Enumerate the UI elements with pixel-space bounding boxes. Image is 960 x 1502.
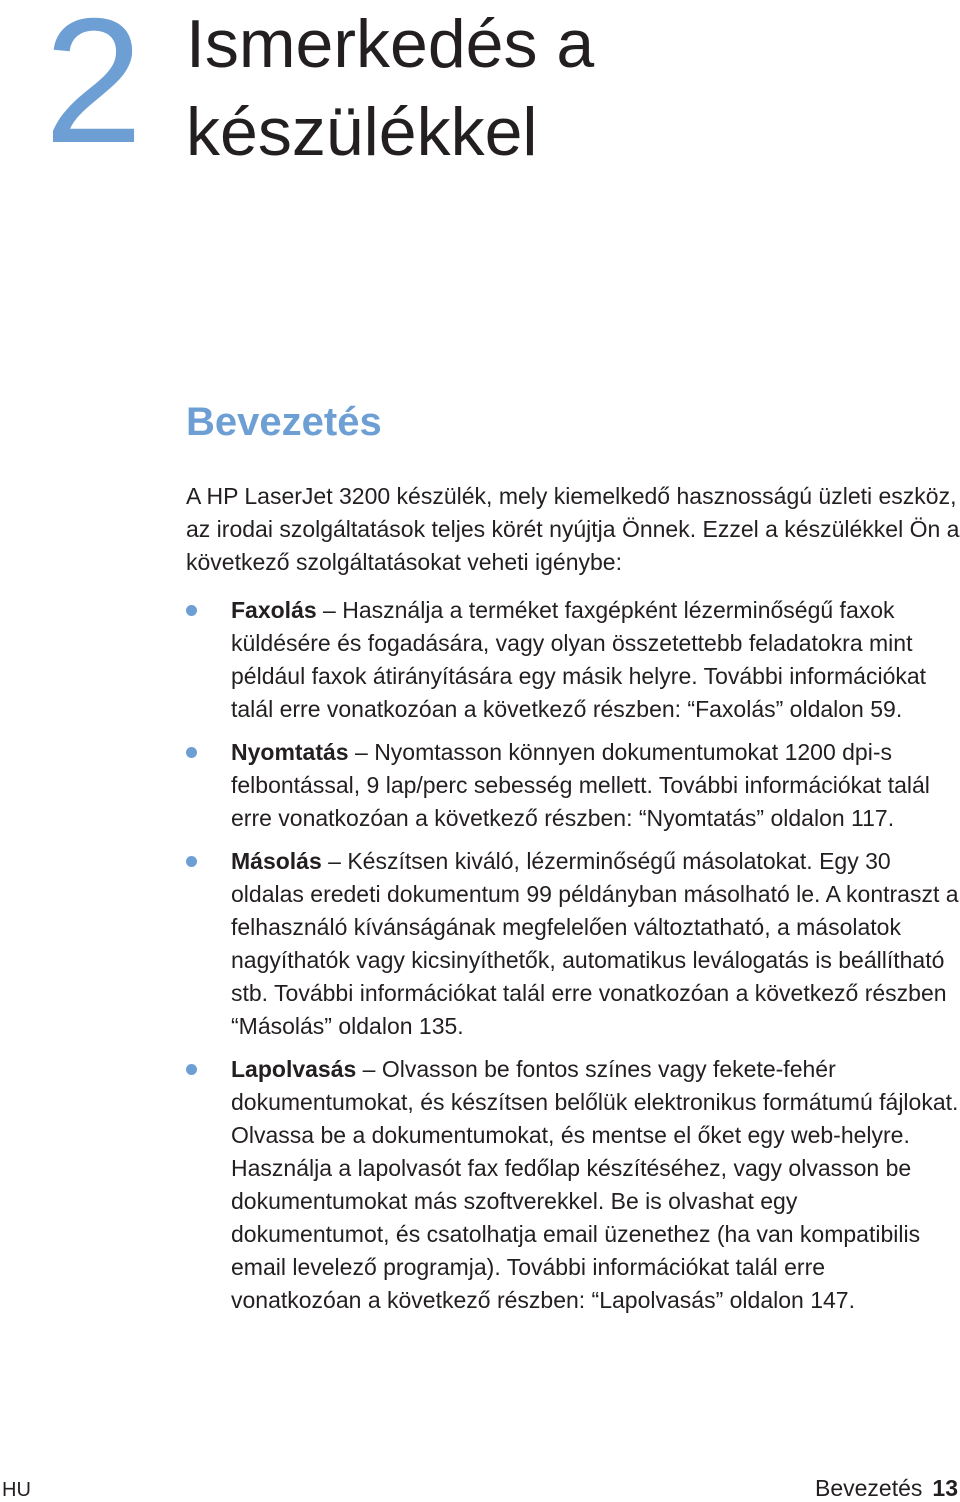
bullet-icon xyxy=(186,747,197,758)
bullet-separator: – xyxy=(348,739,375,765)
footer-section: Bevezetés xyxy=(815,1475,923,1501)
footer-language: HU xyxy=(2,1479,31,1501)
chapter-title-line1: Ismerkedés a xyxy=(186,6,595,82)
bullet-text: Készítsen kiváló, lézerminőségű másolatokat. Egy 30 oldalas eredeti dokumentum 99 példányban másolható le. A kontraszt a felhasználó kívánságának megfelelően változtatható, a másolatok nagyíthatók vagy kicsinyíthetők, automatikus leválogatás is beállítható stb. További információkat talál erre vonatkozóan a következő részben “Másolás” oldalon 135. xyxy=(231,848,959,1039)
bullet-text: Olvasson be fontos színes vagy fekete-fehér dokumentumokat, és készítsen belőlük elektronikus formátumú fájlokat. Olvassa be a dokumentumokat, és mentse el őket egy web-helyre. Használja a lapolvasót fax fedőlap készítéséhez, vagy olvasson be dokumentumokat más szoftverekkel. Be is olvashat egy dokumentumot, és csatolhatja email üzenethez (ha van kompatibilis email levelező programja). További információkat talál erre vonatkozóan a következő részben: “Lapolvasás” oldalon 147. xyxy=(231,1056,959,1313)
bullet-term: Lapolvasás xyxy=(231,1056,357,1082)
footer-page-info xyxy=(815,1474,958,1502)
bullet-term: Nyomtatás xyxy=(231,739,349,765)
bullet-text: Használja a terméket faxgépként lézerminőségű faxok küldésére és fogadására, vagy olyan összetettebb feladatokra mint például faxok átirányítására egy másik helyre. További információkat talál erre vonatkozóan a következő részben: “Faxolás” oldalon 59. xyxy=(231,597,927,722)
intro-paragraph: A HP LaserJet 3200 készülék, mely kiemelkedő hasznosságú üzleti eszköz, az irodai szolgáltatások teljes körét nyújtja Önnek. Ezzel a készülékkel Ön a következő szolgáltatásokat veheti igénybe: xyxy=(186,483,960,575)
bullet-separator: – xyxy=(356,1056,382,1082)
bullet-separator: – xyxy=(321,848,348,874)
bullet-term: Faxolás xyxy=(231,597,317,623)
chapter-title-line2: készülékkel xyxy=(186,94,538,170)
chapter-title xyxy=(186,0,594,176)
footer-page-number: 13 xyxy=(932,1475,958,1501)
list-item-nyomtatas xyxy=(186,736,960,835)
bullet-icon xyxy=(186,1064,197,1075)
bullet-term: Másolás xyxy=(231,848,322,874)
list-item-masolas xyxy=(186,845,960,1043)
list-item-lapolvasas xyxy=(186,1053,960,1317)
bullet-separator: – xyxy=(316,597,343,623)
feature-list xyxy=(186,594,960,1327)
section-heading: Bevezetés xyxy=(186,400,382,444)
list-item-faxolas xyxy=(186,594,960,726)
bullet-icon xyxy=(186,605,197,616)
chapter-number: 2 xyxy=(44,0,143,180)
bullet-icon xyxy=(186,856,197,867)
bullet-text: Nyomtasson könnyen dokumentumokat 1200 dpi-s felbontással, 9 lap/perc sebesség mellett. További információkat talál erre vonatkozóan a következő részben: “Nyomtatás” oldalon 117. xyxy=(231,739,930,831)
